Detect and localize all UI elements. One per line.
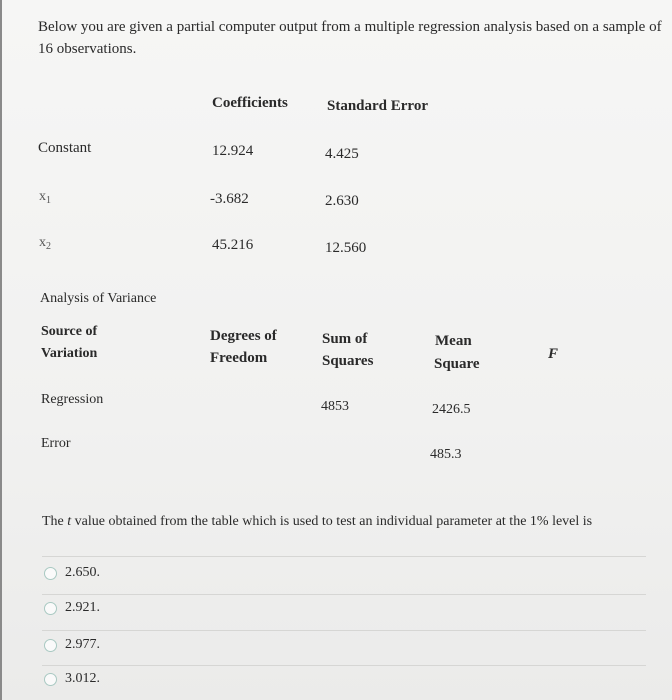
anova-error-ms: 485.3: [430, 447, 462, 462]
coef-constant: 12.924: [212, 143, 254, 159]
option-3-label: 2.977.: [65, 637, 100, 652]
anova-header-df-1: Degrees of: [210, 328, 277, 344]
radio-icon[interactable]: [44, 567, 57, 580]
coef-x1: -3.682: [210, 191, 249, 207]
divider: [42, 665, 646, 666]
divider: [42, 630, 646, 631]
anova-header-ms-1: Mean: [435, 333, 472, 349]
question-post: value obtained from the table which is used to test an individual parameter at the 1% level is: [71, 514, 593, 529]
anova-title: Analysis of Variance: [40, 291, 157, 306]
option-2[interactable]: [44, 600, 100, 616]
row-label-constant: Constant: [38, 140, 92, 156]
se-constant: 4.425: [325, 146, 359, 162]
se-x2: 12.560: [325, 240, 367, 256]
row-label-x2: [39, 235, 51, 252]
anova-regression-ms: 2426.5: [432, 402, 471, 417]
anova-error-label: Error: [41, 436, 71, 451]
anova-header-source-1: Source of: [41, 324, 98, 339]
anova-header-ms-2: Square: [434, 356, 480, 372]
option-2-label: 2.921.: [65, 600, 100, 615]
se-x1: 2.630: [325, 193, 359, 209]
x2-sub: 2: [46, 241, 51, 252]
x2-var: x: [39, 235, 46, 250]
option-1-label: 2.650.: [65, 565, 100, 580]
divider: [42, 594, 646, 595]
radio-icon[interactable]: [44, 639, 57, 652]
question-text: [42, 514, 592, 530]
x1-sub: 1: [46, 195, 51, 206]
option-3[interactable]: [44, 637, 100, 653]
anova-header-df-2: Freedom: [210, 350, 268, 366]
x1-var: x: [39, 189, 46, 204]
coef-x2: 45.216: [212, 237, 254, 253]
anova-header-source-2: Variation: [41, 346, 98, 361]
option-4-label: 3.012.: [65, 671, 100, 686]
anova-header-ss-1: Sum of: [322, 331, 368, 347]
header-standard-error: Standard Error: [327, 98, 428, 114]
option-4[interactable]: [44, 671, 100, 687]
header-coefficients: Coefficients: [212, 95, 288, 111]
radio-icon[interactable]: [44, 602, 57, 615]
anova-regression-ss: 4853: [321, 399, 349, 414]
question-t: t: [67, 514, 72, 529]
intro-text: Below you are given a partial computer output from a multiple regression analysis based on a sample of 16 observations.: [38, 19, 662, 57]
row-label-x1: [39, 189, 51, 206]
anova-header-ss-2: Squares: [322, 353, 374, 369]
anova-regression-label: Regression: [41, 392, 104, 407]
anova-header-f: F: [548, 346, 559, 362]
radio-icon[interactable]: [44, 673, 57, 686]
divider: [42, 556, 646, 557]
option-1[interactable]: [44, 565, 100, 581]
question-pre: The: [42, 514, 68, 529]
left-edge: [0, 0, 2, 700]
